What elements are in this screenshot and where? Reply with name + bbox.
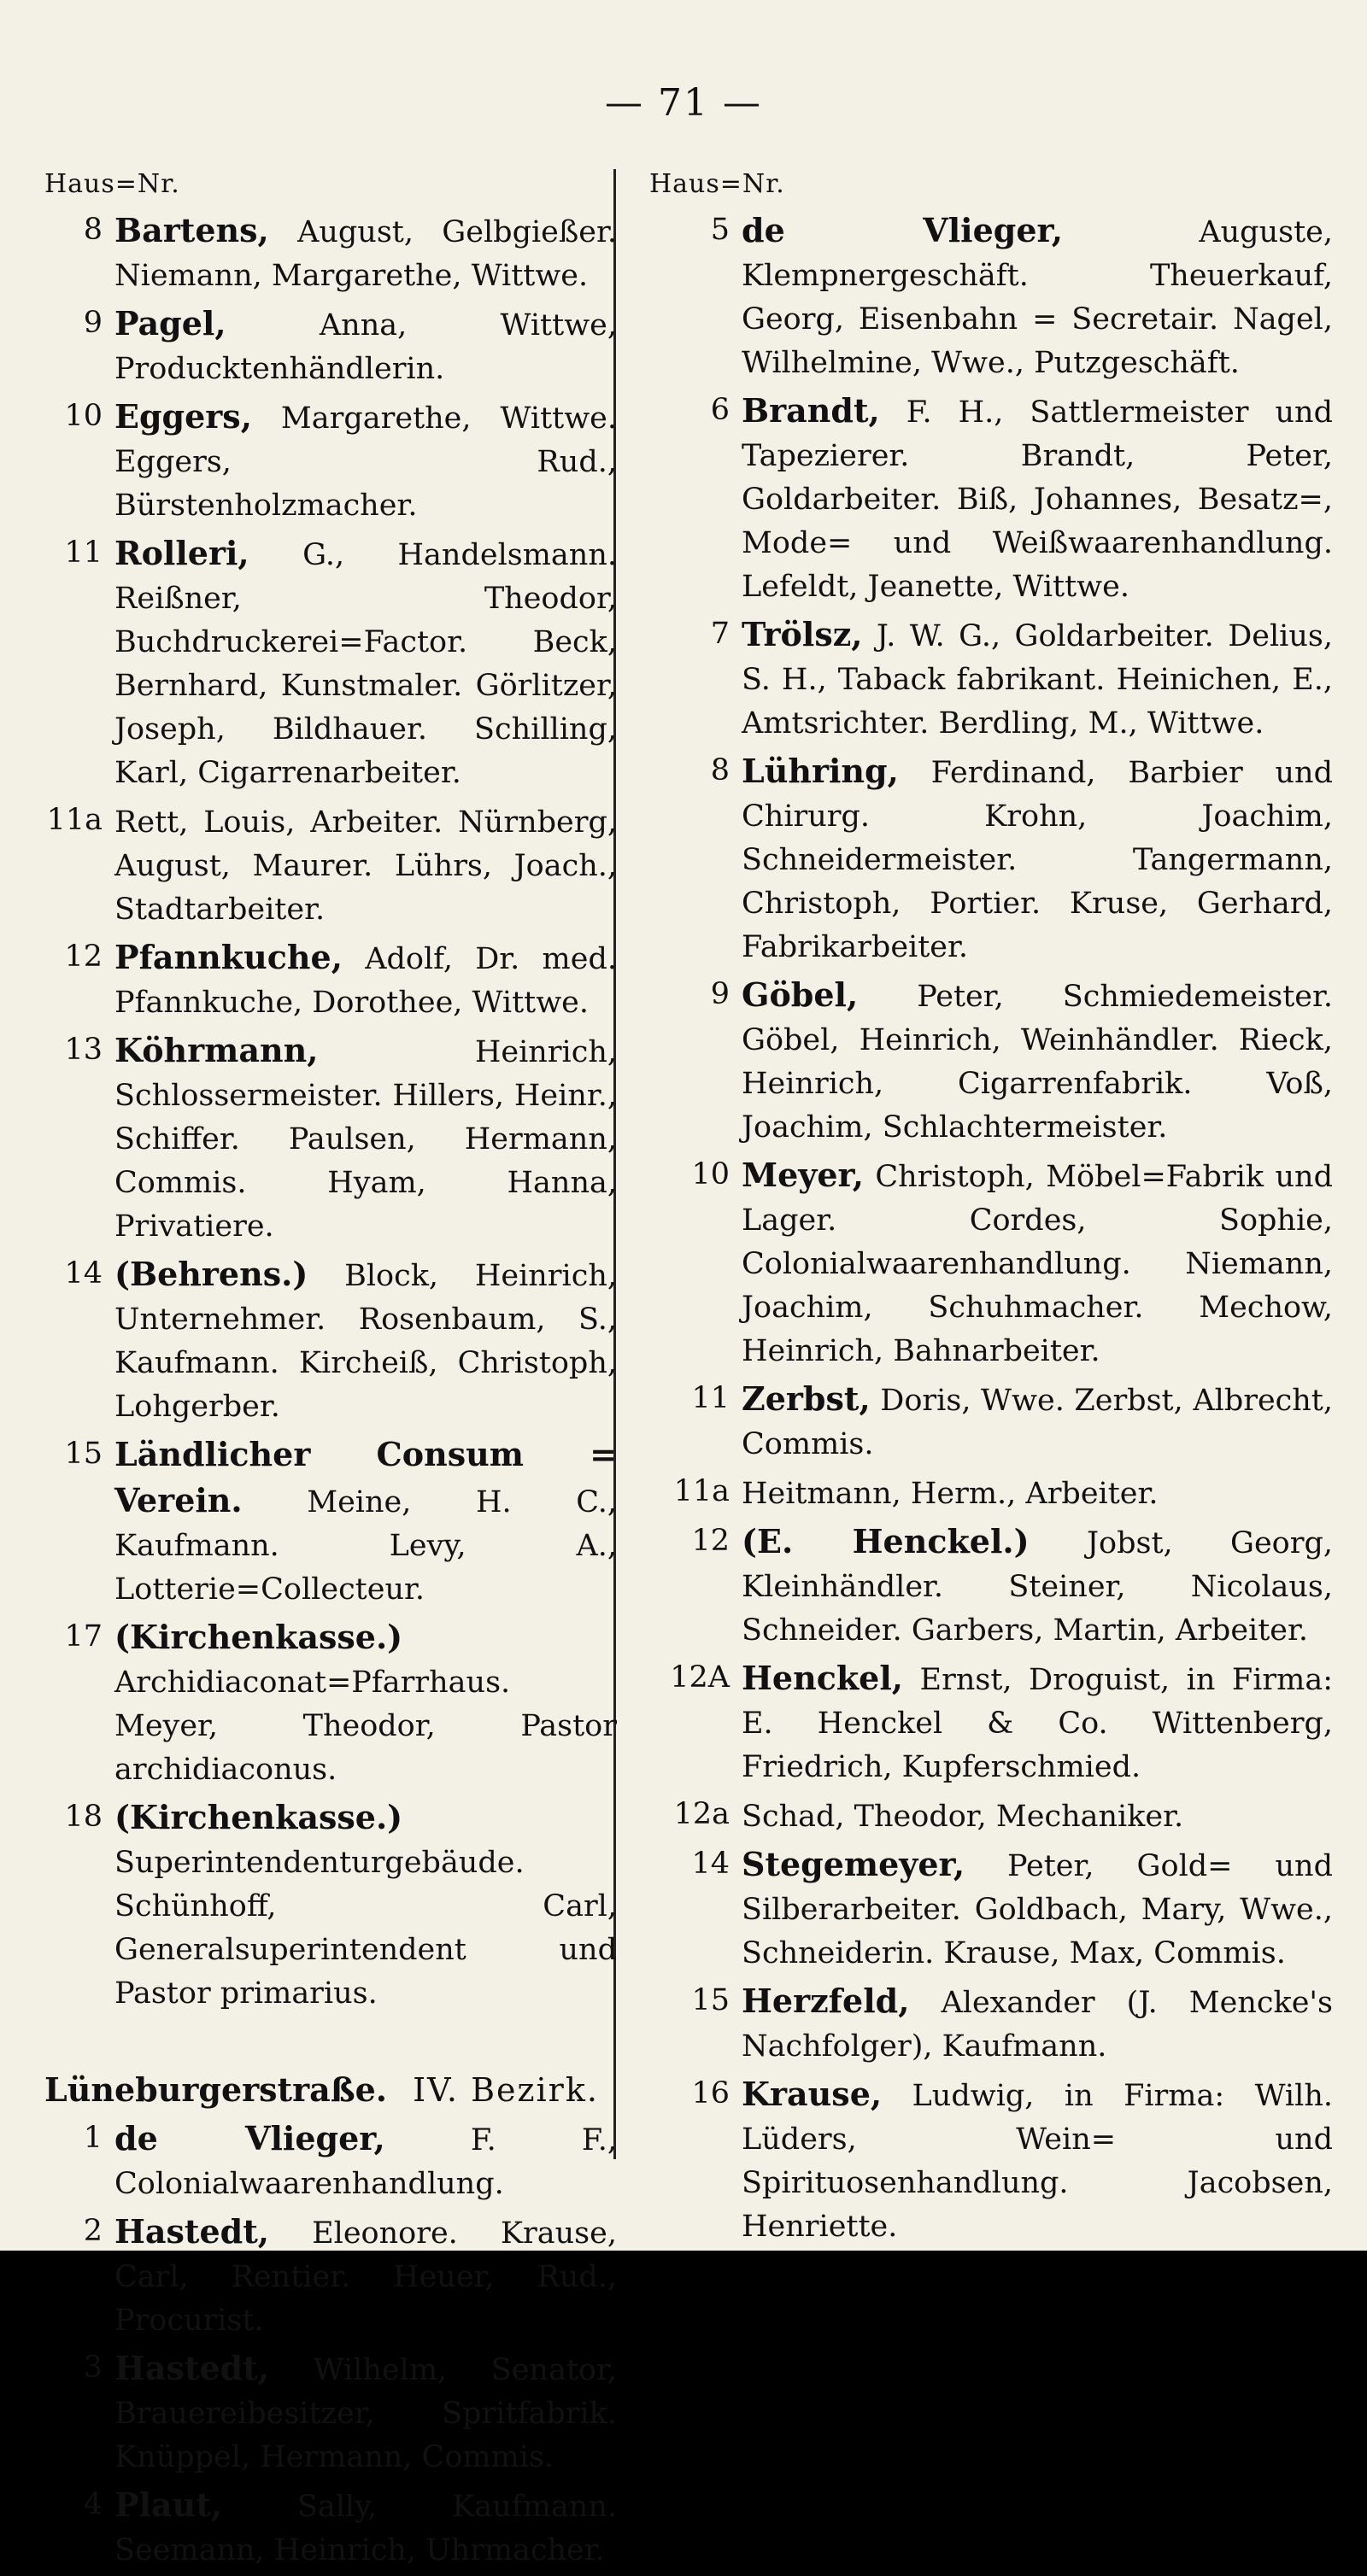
entry-text bbox=[742, 389, 1333, 609]
directory-entry bbox=[44, 935, 617, 1025]
entry-text bbox=[114, 1615, 617, 1792]
resident-details: Auguste, Klempnergeschäft. Theuerkauf, Georg, Eisenbahn = Secretair. Nagel, Wilhelmine, Wwe., Putzgeschäft. bbox=[742, 215, 1333, 380]
resident-details: F. F., Colonialwaarenhandlung. bbox=[114, 2123, 617, 2201]
house-number: 18 bbox=[64, 1800, 103, 1834]
entry-text bbox=[742, 612, 1333, 746]
resident-name: (E. Henckel.) bbox=[742, 1522, 1030, 1560]
resident-details: Adolf, Dr. med. Pfannkuche, Dorothee, Wittwe. bbox=[114, 942, 617, 1020]
directory-entry bbox=[44, 2116, 617, 2206]
house-number: 12 bbox=[691, 1524, 730, 1558]
resident-name: Ländlicher Consum = Verein. bbox=[114, 1435, 617, 1519]
resident-name: Lühring, bbox=[742, 752, 899, 790]
resident-name: Göbel, bbox=[742, 975, 859, 1014]
resident-details: Heitmann, Herm., Arbeiter. bbox=[742, 1477, 1159, 1511]
page-number: — 71 — bbox=[605, 81, 762, 125]
right-entry-list bbox=[649, 208, 1333, 2249]
directory-entry bbox=[44, 2346, 617, 2479]
resident-name: Henckel, bbox=[742, 1659, 904, 1697]
entry-text bbox=[742, 1153, 1333, 1373]
resident-details: Peter, Gold= und Silberarbeiter. Goldbach, Mary, Wwe., Schneiderin. Krause, Max, Commis. bbox=[742, 1849, 1333, 1970]
directory-entry bbox=[649, 389, 1333, 609]
house-number-header: Haus=Nr. bbox=[649, 169, 785, 199]
entry-text bbox=[114, 208, 617, 298]
street-entry-list bbox=[44, 2116, 617, 2573]
resident-details: Peter, Schmiedemeister. Göbel, Heinrich, Weinhändler. Rieck, Heinrich, Cigarrenfabrik. Voß, Joachim, Schlachtermeister. bbox=[742, 980, 1333, 1145]
resident-details: Block, Heinrich, Unternehmer. Rosenbaum, S., Kaufmann. Kircheiß, Christoph, Lohgerber. bbox=[114, 1259, 617, 1424]
resident-name: Stegemeyer, bbox=[742, 1845, 965, 1883]
entry-text bbox=[114, 531, 617, 795]
directory-entry bbox=[44, 302, 617, 391]
house-number: 15 bbox=[64, 1437, 103, 1471]
house-number: 14 bbox=[691, 1847, 730, 1881]
resident-name: Köhrmann, bbox=[114, 1031, 319, 1069]
resident-name: Krause, bbox=[742, 2075, 883, 2113]
resident-name: Rolleri, bbox=[114, 534, 249, 572]
directory-entry bbox=[649, 1470, 1333, 1516]
directory-entry bbox=[44, 1795, 617, 2016]
entry-text bbox=[114, 935, 617, 1025]
house-number: 6 bbox=[710, 393, 730, 427]
resident-details: August, Gelbgießer. Niemann, Margarethe, Wittwe. bbox=[114, 215, 617, 293]
resident-details: Superintendenturgebäude. Schünhoff, Carl, Generalsuperintendent und Pastor primarius. bbox=[114, 1846, 617, 2011]
resident-name: (Behrens.) bbox=[114, 1255, 308, 1293]
house-number: 7 bbox=[710, 617, 730, 651]
directory-entry bbox=[44, 2210, 617, 2343]
entry-text bbox=[114, 302, 617, 391]
resident-name: Herzfeld, bbox=[742, 1982, 910, 2020]
resident-details: J. W. G., Goldarbeiter. Delius, S. H., Taback fabrikant. Heinichen, E., Amtsrichter. Berdling, M., Wittwe. bbox=[742, 619, 1333, 741]
entry-text bbox=[742, 749, 1333, 969]
directory-entry bbox=[649, 749, 1333, 969]
street-bezirk: IV. Bezirk. bbox=[413, 2071, 599, 2109]
house-number: 14 bbox=[64, 1256, 103, 1291]
entry-text bbox=[742, 1656, 1333, 1789]
resident-name: Zerbst, bbox=[742, 1379, 871, 1418]
entry-text bbox=[742, 208, 1333, 385]
resident-details: Margarethe, Wittwe. Eggers, Rud., Bürstenholzmacher. bbox=[114, 401, 617, 523]
resident-details: Alexander (J. Mencke's Nachfolger), Kaufmann. bbox=[742, 1986, 1333, 2064]
house-number: 4 bbox=[83, 2487, 103, 2521]
directory-entry bbox=[649, 1842, 1333, 1976]
directory-entry bbox=[649, 973, 1333, 1150]
resident-details: Rett, Louis, Arbeiter. Nürnberg, August, Maurer. Lührs, Joach., Stadtarbeiter. bbox=[114, 805, 617, 927]
entry-text bbox=[742, 973, 1333, 1150]
directory-entry bbox=[44, 1252, 617, 1429]
resident-name: Pagel, bbox=[114, 304, 226, 342]
resident-name: Bartens, bbox=[114, 211, 269, 249]
house-number: 12 bbox=[64, 940, 103, 974]
street-name: Lüneburgerstraße. bbox=[44, 2070, 388, 2109]
entry-text bbox=[114, 395, 617, 528]
resident-name: Brandt, bbox=[742, 391, 880, 430]
house-number: 15 bbox=[691, 1983, 730, 2017]
resident-name: Meyer, bbox=[742, 1156, 864, 1194]
left-entry-list bbox=[44, 208, 617, 2016]
resident-name: (Kirchenkasse.) bbox=[114, 1618, 403, 1656]
directory-entry bbox=[44, 799, 617, 932]
resident-details: Meine, H. C., Kaufmann. Levy, A., Lotterie=Collecteur. bbox=[114, 1485, 617, 1607]
resident-details: Eleonore. Krause, Carl, Rentier. Heuer, Rud., Procurist. bbox=[114, 2216, 617, 2338]
entry-text bbox=[114, 2210, 617, 2343]
house-number: 13 bbox=[64, 1033, 103, 1067]
resident-details: Archidiaconat=Pfarrhaus. Meyer, Theodor, Pastor archidiaconus. bbox=[114, 1666, 617, 1787]
directory-entry bbox=[44, 1432, 617, 1612]
house-number: 9 bbox=[83, 306, 103, 340]
resident-details: Christoph, Möbel=Fabrik und Lager. Cordes, Sophie, Colonialwaarenhandlung. Niemann, Joachim, Schuhmacher. Mechow, Heinrich, Bahnarbeiter. bbox=[742, 1160, 1333, 1368]
house-number: 11a bbox=[46, 803, 103, 837]
directory-entry bbox=[649, 1979, 1333, 2069]
house-number: 11 bbox=[64, 536, 103, 570]
resident-details: G., Handelsmann. Reißner, Theodor, Buchdruckerei=Factor. Beck, Bernhard, Kunstmaler. Görlitzer, Joseph, Bildhauer. Schilling, Karl, Cigarrenarbeiter. bbox=[114, 538, 617, 790]
resident-details: Schad, Theodor, Mechaniker. bbox=[742, 1800, 1184, 1834]
street-heading bbox=[44, 2069, 617, 2111]
directory-entry bbox=[649, 208, 1333, 385]
house-number: 10 bbox=[691, 1157, 730, 1191]
resident-details: Sally, Kaufmann. Seemann, Heinrich, Uhrmacher. bbox=[114, 2490, 617, 2567]
resident-name: Pfannkuche, bbox=[114, 938, 343, 976]
resident-details: Ernst, Droguist, in Firma: E. Henckel & Co. Wittenberg, Friedrich, Kupferschmied. bbox=[742, 1663, 1333, 1784]
entry-text bbox=[742, 1842, 1333, 1976]
directory-entry bbox=[649, 1519, 1333, 1653]
house-number: 12a bbox=[673, 1797, 730, 1831]
resident-details: Jobst, Georg, Kleinhändler. Steiner, Nicolaus, Schneider. Garbers, Martin, Arbeiter. bbox=[742, 1526, 1333, 1648]
entry-text bbox=[114, 2483, 617, 2573]
entry-text bbox=[114, 1252, 617, 1429]
directory-entry bbox=[44, 208, 617, 298]
entry-text bbox=[742, 1979, 1333, 2069]
street-section bbox=[44, 2069, 617, 2573]
directory-entry bbox=[649, 612, 1333, 746]
entry-text bbox=[114, 1028, 617, 1249]
resident-details: Anna, Wittwe, Producktenhändlerin. bbox=[114, 308, 617, 386]
directory-entry bbox=[44, 395, 617, 528]
right-column bbox=[649, 167, 1333, 2252]
directory-entry bbox=[649, 1656, 1333, 1789]
house-number: 12A bbox=[670, 1660, 730, 1695]
entry-text bbox=[742, 1470, 1333, 1516]
house-number: 11a bbox=[673, 1474, 730, 1508]
house-number: 9 bbox=[710, 977, 730, 1011]
resident-name: Hastedt, bbox=[114, 2212, 270, 2251]
entry-text bbox=[742, 2072, 1333, 2249]
directory-entry bbox=[649, 1377, 1333, 1467]
resident-name: de Vlieger, bbox=[742, 211, 1063, 249]
resident-name: Eggers, bbox=[114, 397, 252, 436]
house-number: 11 bbox=[691, 1381, 730, 1415]
directory-entry bbox=[649, 2072, 1333, 2249]
resident-details: Wilhelm, Senator, Brauereibesitzer, Spritfabrik. Knüppel, Hermann, Commis. bbox=[114, 2353, 617, 2474]
house-number: 1 bbox=[83, 2121, 103, 2155]
resident-details: F. H., Sattlermeister und Tapezierer. Brandt, Peter, Goldarbeiter. Biß, Johannes, Besatz=, Mode= und Weißwaarenhandlung. Lefeldt, Jeanette, Wittwe. bbox=[742, 395, 1333, 604]
house-number: 2 bbox=[83, 2214, 103, 2248]
directory-entry bbox=[649, 1153, 1333, 1373]
resident-name: de Vlieger, bbox=[114, 2119, 385, 2157]
resident-details: Ludwig, in Firma: Wilh. Lüders, Wein= und Spirituosenhandlung. Jacobsen, Henriette. bbox=[742, 2079, 1333, 2244]
directory-entry bbox=[649, 1793, 1333, 1839]
resident-details: Doris, Wwe. Zerbst, Albrecht, Commis. bbox=[742, 1384, 1333, 1461]
entry-text bbox=[114, 2346, 617, 2479]
entry-text bbox=[742, 1377, 1333, 1467]
resident-details: Ferdinand, Barbier und Chirurg. Krohn, Joachim, Schneidermeister. Tangermann, Christoph, Portier. Kruse, Gerhard, Fabrikarbeiter. bbox=[742, 756, 1333, 964]
directory-entry bbox=[44, 1028, 617, 1249]
house-number: 10 bbox=[64, 399, 103, 433]
entry-text bbox=[114, 2116, 617, 2206]
resident-name: Hastedt, bbox=[114, 2349, 270, 2387]
directory-entry bbox=[44, 1615, 617, 1792]
entry-text bbox=[742, 1519, 1333, 1653]
entry-text bbox=[742, 1793, 1333, 1839]
house-number: 8 bbox=[83, 213, 103, 247]
house-number: 17 bbox=[64, 1619, 103, 1654]
house-number: 16 bbox=[691, 2076, 730, 2111]
resident-details: Heinrich, Schlossermeister. Hillers, Heinr., Schiffer. Paulsen, Hermann, Commis. Hyam, Hanna, Privatiere. bbox=[114, 1035, 617, 1244]
resident-name: Plaut, bbox=[114, 2485, 223, 2524]
directory-entry bbox=[44, 2483, 617, 2573]
directory-entry bbox=[44, 531, 617, 795]
house-number: 3 bbox=[83, 2351, 103, 2385]
entry-text bbox=[114, 799, 617, 932]
house-number: 5 bbox=[710, 213, 730, 247]
house-number: 8 bbox=[710, 753, 730, 787]
entry-text bbox=[114, 1432, 617, 1612]
resident-name: Trölsz, bbox=[742, 615, 863, 653]
house-number-header: Haus=Nr. bbox=[44, 169, 180, 199]
resident-name: (Kirchenkasse.) bbox=[114, 1798, 403, 1836]
entry-text bbox=[114, 1795, 617, 2016]
left-column bbox=[44, 167, 617, 2576]
